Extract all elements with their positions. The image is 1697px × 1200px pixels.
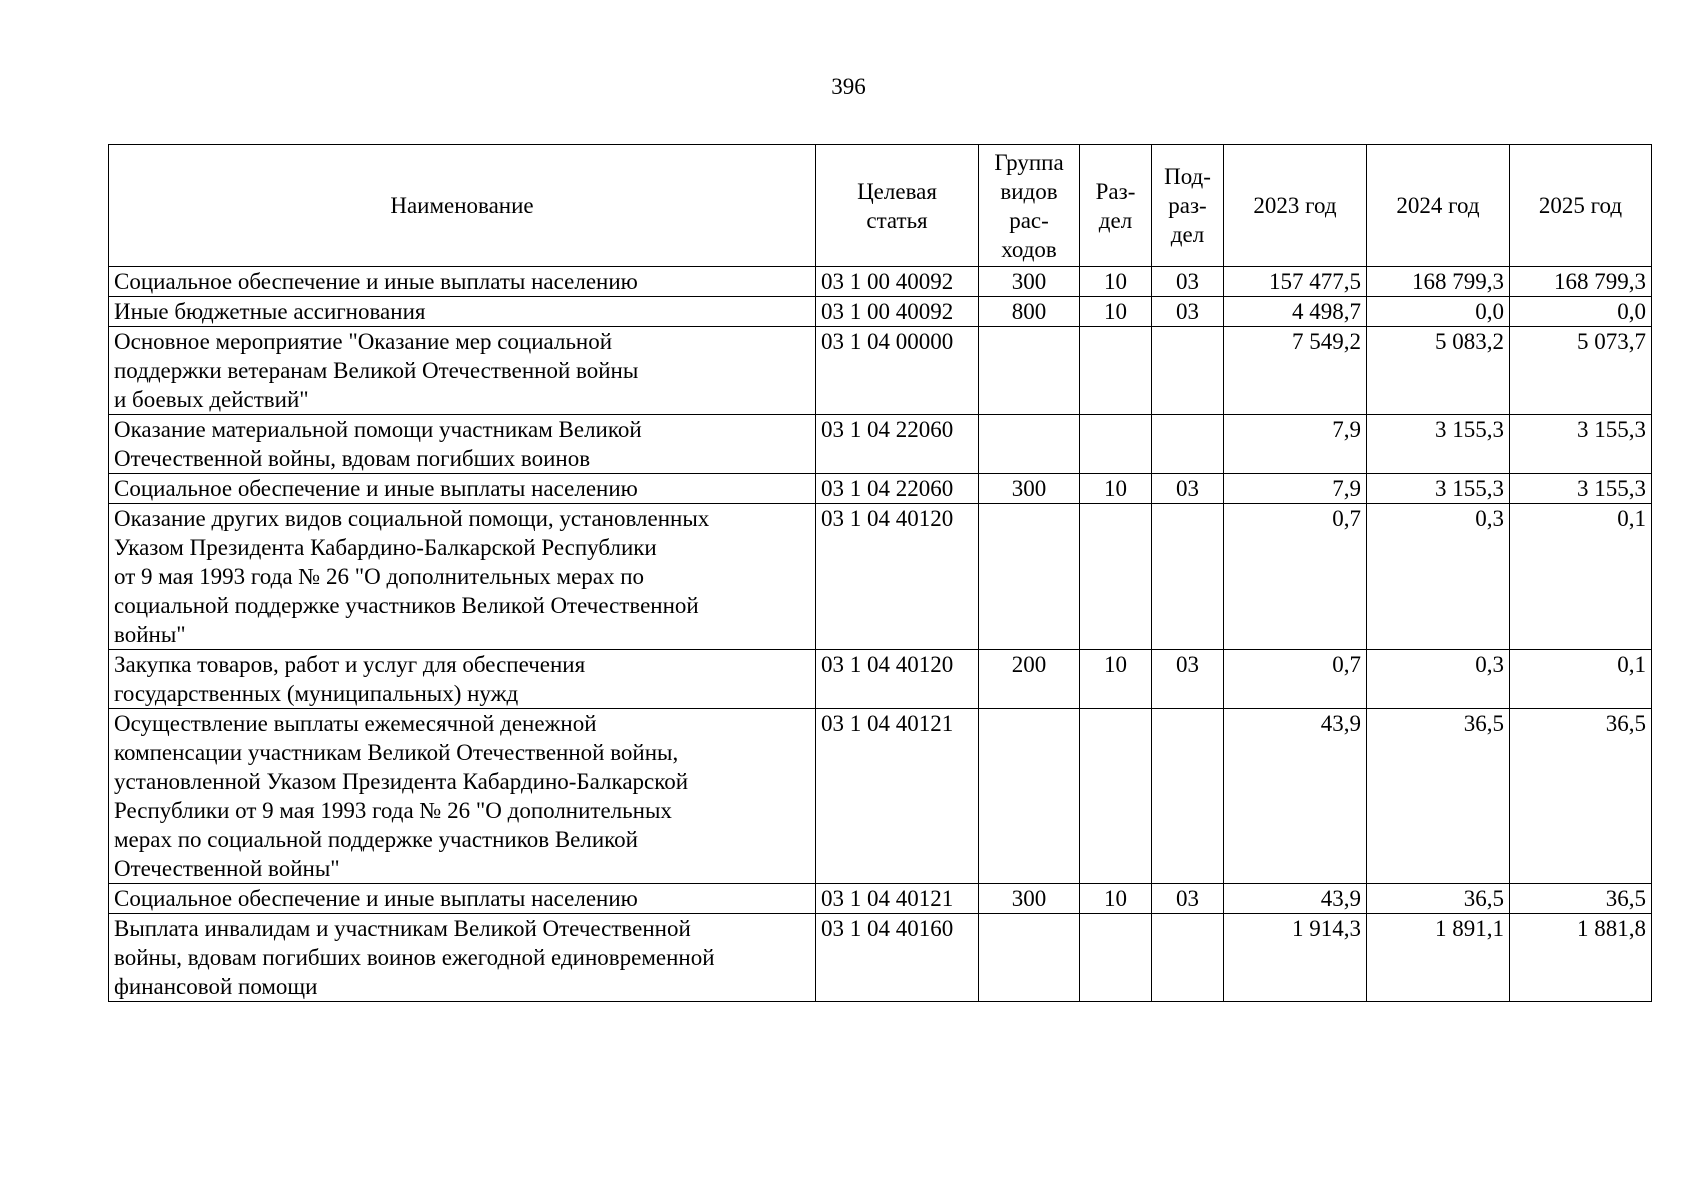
header-expense-group bbox=[979, 145, 1080, 267]
amount-2023-cell: 43,9 bbox=[1224, 884, 1367, 914]
section-cell bbox=[1080, 327, 1152, 415]
expense-group-cell: 300 bbox=[979, 474, 1080, 504]
section-cell: 10 bbox=[1080, 650, 1152, 709]
row-name-line: социальной поддержке участников Великой Отечественной bbox=[114, 593, 699, 618]
header-line: ходов bbox=[1001, 236, 1057, 262]
expense-group-cell bbox=[979, 327, 1080, 415]
amount-2025-cell: 0,1 bbox=[1510, 650, 1652, 709]
header-year-2024: 2024 год bbox=[1367, 145, 1510, 267]
amount-2024-cell: 36,5 bbox=[1367, 709, 1510, 884]
table-row bbox=[109, 415, 1652, 474]
header-year-2023: 2023 год bbox=[1224, 145, 1367, 267]
table-row bbox=[109, 267, 1652, 297]
amount-2024-cell: 1 891,1 bbox=[1367, 914, 1510, 1002]
target-article-cell: 03 1 00 40092 bbox=[816, 267, 979, 297]
header-line: Целевая bbox=[857, 178, 937, 204]
table-body bbox=[109, 267, 1652, 1002]
target-article-cell: 03 1 04 22060 bbox=[816, 415, 979, 474]
header-row bbox=[109, 145, 1652, 267]
row-name-line: поддержки ветеранам Великой Отечественной войны bbox=[114, 358, 639, 383]
amount-2023-cell: 0,7 bbox=[1224, 650, 1367, 709]
row-name-cell bbox=[109, 474, 816, 504]
amount-2023-cell: 7,9 bbox=[1224, 415, 1367, 474]
header-line: Группа bbox=[994, 149, 1064, 175]
row-name-cell bbox=[109, 415, 816, 474]
table-row bbox=[109, 297, 1652, 327]
row-name-line: от 9 мая 1993 года № 26 "О дополнительных мерах по bbox=[114, 564, 645, 589]
row-name-line: Выплата инвалидам и участникам Великой Отечественной bbox=[114, 916, 691, 941]
amount-2024-cell: 3 155,3 bbox=[1367, 415, 1510, 474]
amount-2024-cell: 0,0 bbox=[1367, 297, 1510, 327]
table-row bbox=[109, 327, 1652, 415]
row-name-cell bbox=[109, 709, 816, 884]
section-cell: 10 bbox=[1080, 297, 1152, 327]
header-line: рас- bbox=[1009, 207, 1049, 233]
amount-2023-cell: 7 549,2 bbox=[1224, 327, 1367, 415]
section-cell: 10 bbox=[1080, 884, 1152, 914]
page-number: 396 bbox=[831, 74, 866, 99]
expense-group-cell: 300 bbox=[979, 267, 1080, 297]
row-name-cell bbox=[109, 914, 816, 1002]
expense-group-cell bbox=[979, 415, 1080, 474]
row-name-line: Закупка товаров, работ и услуг для обеспечения bbox=[114, 652, 586, 677]
subsection-cell: 03 bbox=[1152, 297, 1224, 327]
section-cell: 10 bbox=[1080, 474, 1152, 504]
amount-2024-cell: 3 155,3 bbox=[1367, 474, 1510, 504]
target-article-cell: 03 1 04 40120 bbox=[816, 650, 979, 709]
row-name-line: Осуществление выплаты ежемесячной денежной bbox=[114, 711, 597, 736]
section-cell bbox=[1080, 504, 1152, 650]
row-name-line: установленной Указом Президента Кабардино-Балкарской bbox=[114, 769, 689, 794]
section-cell: 10 bbox=[1080, 267, 1152, 297]
amount-2024-cell: 36,5 bbox=[1367, 884, 1510, 914]
header-line: статья bbox=[866, 207, 928, 233]
amount-2025-cell: 3 155,3 bbox=[1510, 474, 1652, 504]
header-subsection bbox=[1152, 145, 1224, 267]
table-row bbox=[109, 914, 1652, 1002]
expense-group-cell bbox=[979, 709, 1080, 884]
row-name-line: компенсации участникам Великой Отечественной войны, bbox=[114, 740, 679, 765]
table-row bbox=[109, 709, 1652, 884]
header-name: Наименование bbox=[109, 145, 816, 267]
amount-2025-cell: 3 155,3 bbox=[1510, 415, 1652, 474]
subsection-cell bbox=[1152, 914, 1224, 1002]
header-line: видов bbox=[1000, 178, 1058, 204]
target-article-cell: 03 1 04 22060 bbox=[816, 474, 979, 504]
row-name-line: и боевых действий" bbox=[114, 387, 309, 412]
row-name-cell bbox=[109, 650, 816, 709]
amount-2025-cell: 0,0 bbox=[1510, 297, 1652, 327]
amount-2025-cell: 1 881,8 bbox=[1510, 914, 1652, 1002]
subsection-cell: 03 bbox=[1152, 267, 1224, 297]
subsection-cell bbox=[1152, 504, 1224, 650]
target-article-cell: 03 1 04 40121 bbox=[816, 709, 979, 884]
amount-2023-cell: 157 477,5 bbox=[1224, 267, 1367, 297]
expense-group-cell: 300 bbox=[979, 884, 1080, 914]
section-cell bbox=[1080, 415, 1152, 474]
subsection-cell bbox=[1152, 327, 1224, 415]
amount-2025-cell: 36,5 bbox=[1510, 884, 1652, 914]
header-section bbox=[1080, 145, 1152, 267]
header-line: Под- bbox=[1164, 164, 1211, 189]
row-name-line: Основное мероприятие "Оказание мер социальной bbox=[114, 329, 613, 354]
header-line: Раз- bbox=[1095, 178, 1136, 204]
expense-group-cell: 200 bbox=[979, 650, 1080, 709]
amount-2024-cell: 5 083,2 bbox=[1367, 327, 1510, 415]
amount-2023-cell: 1 914,3 bbox=[1224, 914, 1367, 1002]
row-name-line: Социальное обеспечение и иные выплаты населению bbox=[114, 886, 638, 911]
row-name-cell bbox=[109, 297, 816, 327]
table-row bbox=[109, 474, 1652, 504]
header-year-2025: 2025 год bbox=[1510, 145, 1652, 267]
row-name-line: Социальное обеспечение и иные выплаты населению bbox=[114, 476, 638, 501]
row-name-line: Указом Президента Кабардино-Балкарской Республики bbox=[114, 535, 657, 560]
amount-2023-cell: 0,7 bbox=[1224, 504, 1367, 650]
amount-2023-cell: 7,9 bbox=[1224, 474, 1367, 504]
budget-table bbox=[108, 144, 1652, 1002]
subsection-cell bbox=[1152, 415, 1224, 474]
header-target-article bbox=[816, 145, 979, 267]
row-name-line: Социальное обеспечение и иные выплаты населению bbox=[114, 269, 638, 294]
amount-2023-cell: 4 498,7 bbox=[1224, 297, 1367, 327]
amount-2025-cell: 0,1 bbox=[1510, 504, 1652, 650]
target-article-cell: 03 1 04 40120 bbox=[816, 504, 979, 650]
amount-2023-cell: 43,9 bbox=[1224, 709, 1367, 884]
target-article-cell: 03 1 04 40160 bbox=[816, 914, 979, 1002]
row-name-line: Иные бюджетные ассигнования bbox=[114, 299, 426, 324]
row-name-line: войны" bbox=[114, 622, 186, 647]
target-article-cell: 03 1 00 40092 bbox=[816, 297, 979, 327]
amount-2024-cell: 0,3 bbox=[1367, 504, 1510, 650]
row-name-line: мерах по социальной поддержке участников Великой bbox=[114, 827, 638, 852]
amount-2025-cell: 36,5 bbox=[1510, 709, 1652, 884]
row-name-cell bbox=[109, 327, 816, 415]
amount-2025-cell: 5 073,7 bbox=[1510, 327, 1652, 415]
row-name-line: Оказание материальной помощи участникам Великой bbox=[114, 417, 642, 442]
section-cell bbox=[1080, 709, 1152, 884]
target-article-cell: 03 1 04 00000 bbox=[816, 327, 979, 415]
row-name-line: Отечественной войны, вдовам погибших воинов bbox=[114, 446, 591, 471]
expense-group-cell bbox=[979, 504, 1080, 650]
amount-2025-cell: 168 799,3 bbox=[1510, 267, 1652, 297]
row-name-line: Оказание других видов социальной помощи, установленных bbox=[114, 506, 710, 531]
subsection-cell bbox=[1152, 709, 1224, 884]
amount-2024-cell: 0,3 bbox=[1367, 650, 1510, 709]
subsection-cell: 03 bbox=[1152, 474, 1224, 504]
table-row bbox=[109, 884, 1652, 914]
amount-2024-cell: 168 799,3 bbox=[1367, 267, 1510, 297]
expense-group-cell: 800 bbox=[979, 297, 1080, 327]
header-line: дел bbox=[1098, 207, 1133, 233]
row-name-line: войны, вдовам погибших воинов ежегодной единовременной bbox=[114, 945, 715, 970]
target-article-cell: 03 1 04 40121 bbox=[816, 884, 979, 914]
subsection-cell: 03 bbox=[1152, 884, 1224, 914]
row-name-line: Отечественной войны" bbox=[114, 856, 340, 881]
row-name-cell bbox=[109, 504, 816, 650]
subsection-cell: 03 bbox=[1152, 650, 1224, 709]
table-row bbox=[109, 504, 1652, 650]
row-name-line: финансовой помощи bbox=[114, 974, 318, 999]
row-name-line: государственных (муниципальных) нужд bbox=[114, 681, 519, 706]
table-row bbox=[109, 650, 1652, 709]
row-name-cell bbox=[109, 267, 816, 297]
header-line: раз- bbox=[1168, 193, 1207, 218]
row-name-cell bbox=[109, 884, 816, 914]
expense-group-cell bbox=[979, 914, 1080, 1002]
header-line: дел bbox=[1170, 222, 1205, 247]
row-name-line: Республики от 9 мая 1993 года № 26 "О дополнительных bbox=[114, 798, 672, 823]
section-cell bbox=[1080, 914, 1152, 1002]
